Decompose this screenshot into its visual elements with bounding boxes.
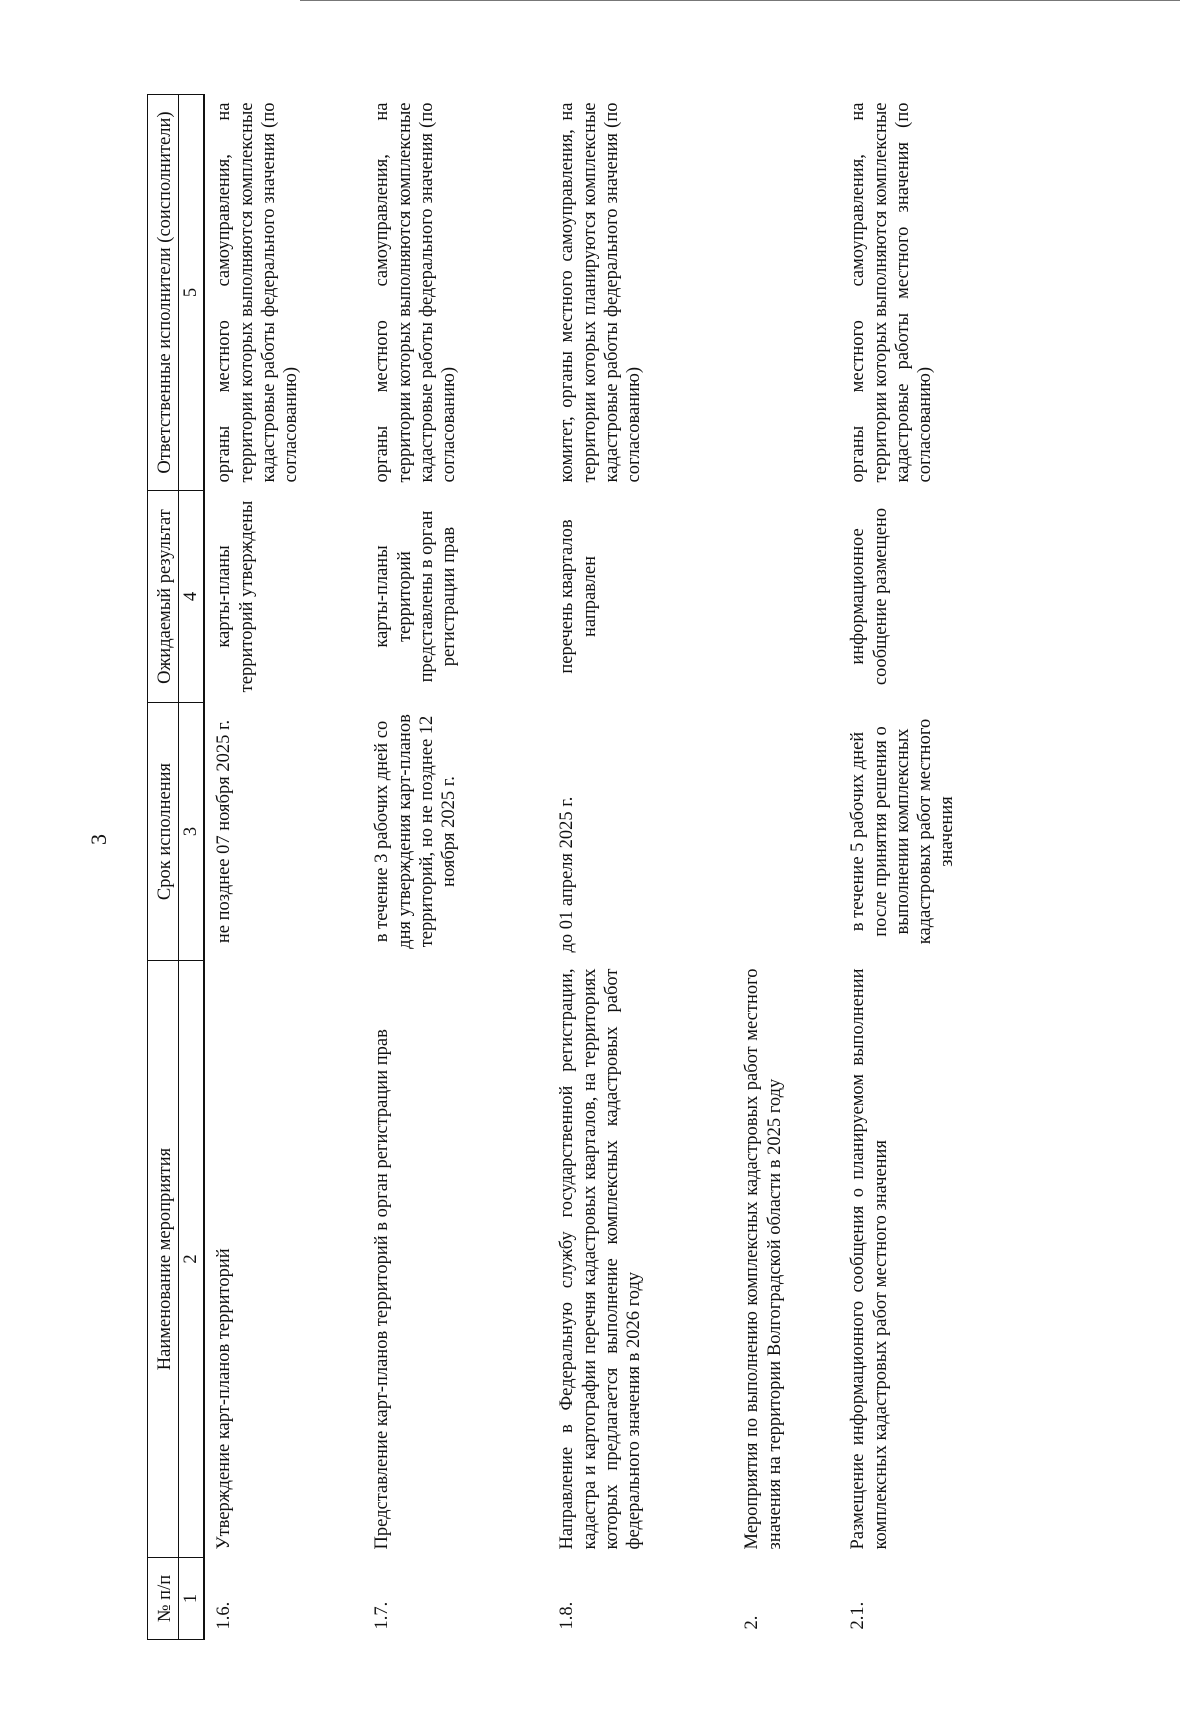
- row-result: карты-планы территорий представлены в орган регистрации прав: [372, 510, 459, 683]
- column-number: 2: [179, 961, 205, 1558]
- header-responsible: Ответственные исполнители (соисполнители): [148, 95, 179, 491]
- top-rule: [300, 0, 1180, 1]
- column-number-row: [179, 95, 205, 1640]
- row-name: Представление карт-планов территорий в орган регистрации прав: [372, 1029, 393, 1550]
- row-num: 1.7.: [372, 1601, 393, 1630]
- row-result: перечень кварталов направлен: [557, 519, 600, 674]
- header-num: № п/п: [148, 1558, 179, 1640]
- column-number: 1: [179, 1558, 205, 1640]
- row-responsible: органы местного самоуправления, на территории которых выполняются комплексные кадастровые работы местного значения (по согласованию): [848, 102, 935, 483]
- row-responsible: комитет, органы местного самоуправления, на территории которых планируются комплексные кадастровые работы федерального значения (по согласованию): [557, 102, 644, 483]
- row-result: информационное сообщение размещено: [848, 507, 891, 686]
- page-number: 3: [86, 834, 111, 845]
- row-name: Утверждение карт-планов территорий: [214, 1248, 235, 1550]
- table-row: [839, 95, 997, 1640]
- row-name: Размещение информационного сообщения о планируемом выполнении комплексных кадастровых работ местного значения: [848, 968, 891, 1550]
- row-deadline: [733, 703, 839, 961]
- table-row: [363, 95, 548, 1640]
- row-deadline: не позднее 07 ноября 2025 г.: [214, 719, 235, 944]
- table-header: [148, 95, 205, 1640]
- row-num: 2.1.: [848, 1601, 869, 1630]
- row-responsible: [733, 95, 839, 491]
- row-deadline: в течение 3 рабочих дней со дня утверждения карт-планов территорий, но не позднее 12 ноября 2025 г.: [372, 714, 459, 949]
- row-deadline: в течение 5 рабочих дней после принятия решения о выполнении комплексных кадастровых работ местного значения: [848, 718, 958, 945]
- table-row: [733, 95, 839, 1640]
- row-deadline: до 01 апреля 2025 г.: [557, 796, 578, 953]
- row-name: Мероприятия по выполнению комплексных кадастровых работ местного значения на территории Волгоградской области в 2025 году: [742, 968, 785, 1550]
- table-row: [548, 95, 733, 1640]
- row-num: 2.: [742, 1615, 763, 1630]
- header-row: [148, 95, 179, 1640]
- row-responsible: органы местного самоуправления, на территории которых выполняются комплексные кадастровые работы федерального значения (по согласованию): [372, 102, 459, 483]
- header-name: Наименование мероприятия: [148, 961, 179, 1558]
- table-body: [204, 95, 997, 1640]
- row-result: карты-планы территорий утверждены: [214, 500, 257, 693]
- rotated-table-container: [147, 95, 1047, 1640]
- column-number: 4: [179, 491, 205, 703]
- row-num: 1.8.: [557, 1601, 578, 1630]
- header-result: Ожидаемый результат: [148, 491, 179, 703]
- header-deadline: Срок исполнения: [148, 703, 179, 961]
- column-number: 3: [179, 703, 205, 961]
- plan-table: [147, 94, 997, 1640]
- row-name: Направление в Федеральную службу государственной регистрации, кадастра и картографии перечня кадастровых кварталов, на территориях которых предлагается выполнение комплексных кадастровых работ федерального значения в 2026 году: [557, 968, 644, 1550]
- row-num: 1.6.: [214, 1601, 235, 1630]
- row-responsible: органы местного самоуправления, на территории которых выполняются комплексные кадастровые работы федерального значения (по согласованию): [214, 102, 301, 483]
- column-number: 5: [179, 95, 205, 491]
- table-row: [204, 95, 363, 1640]
- row-result: [733, 491, 839, 703]
